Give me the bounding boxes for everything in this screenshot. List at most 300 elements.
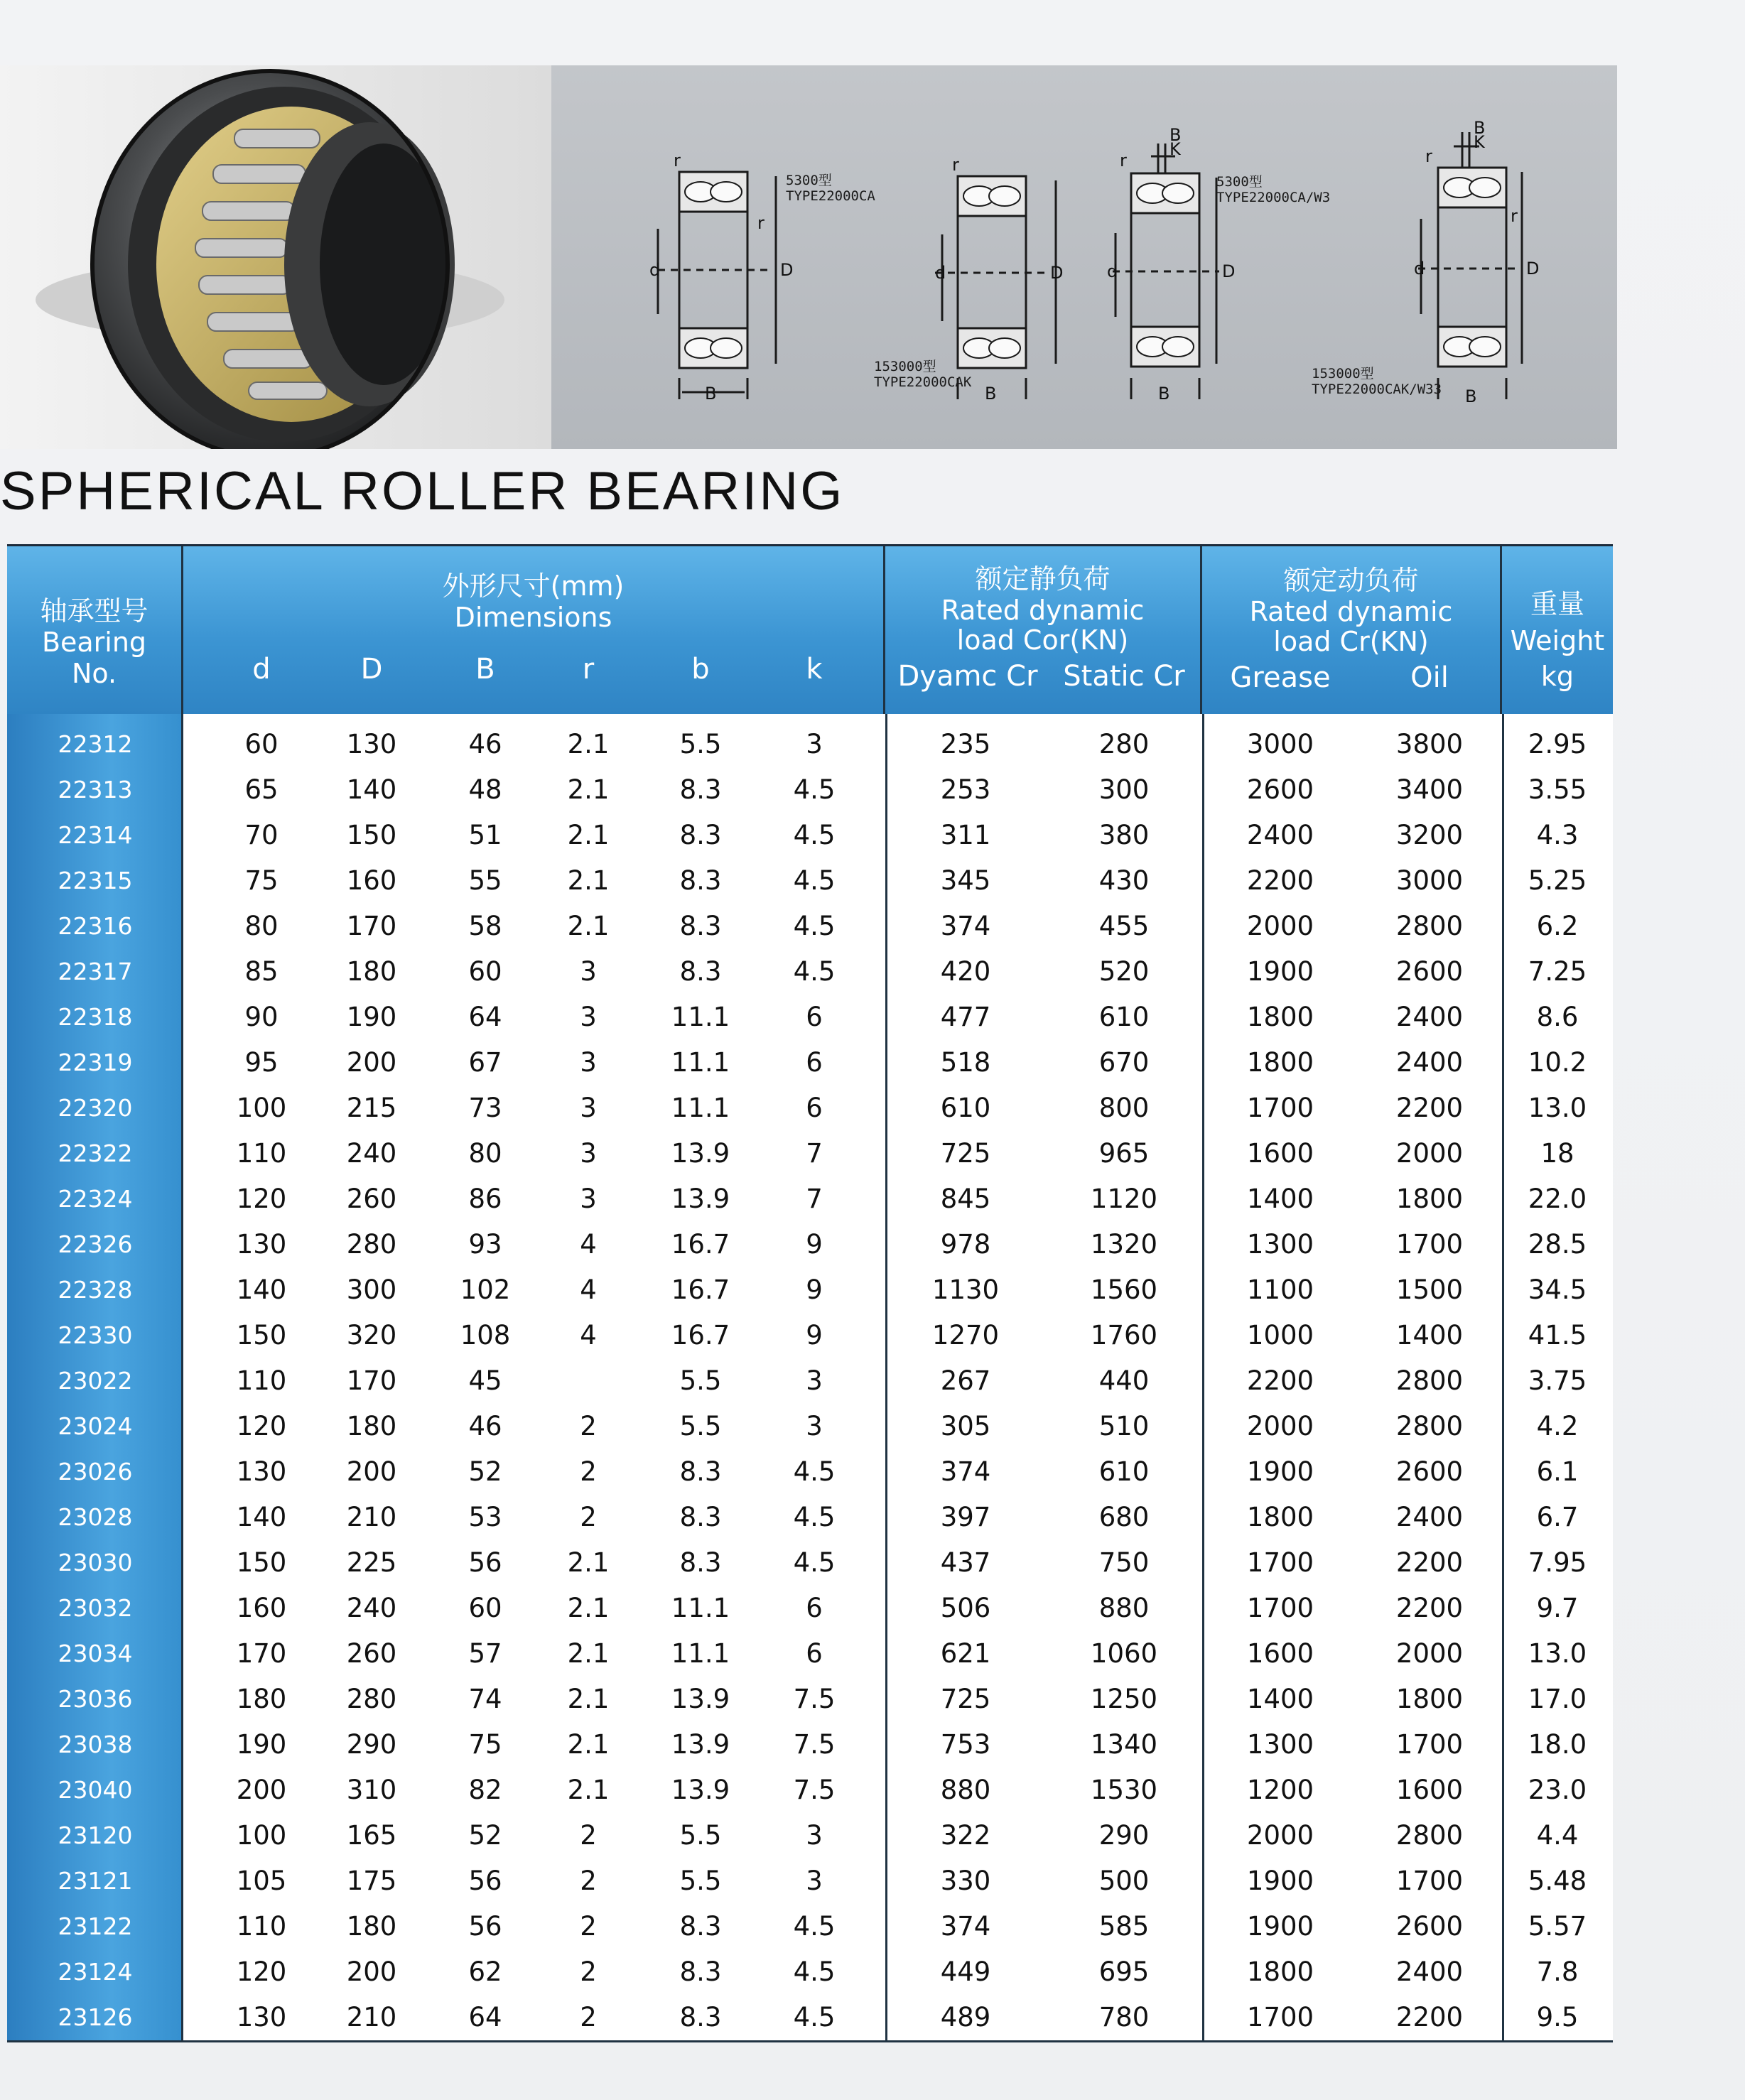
cell-weight: 2.95 bbox=[1528, 729, 1587, 759]
cell-static-cr: 1120 bbox=[1090, 1184, 1158, 1214]
cell-b: 8.3 bbox=[679, 865, 722, 896]
header-static-en2: load Cor(KN) bbox=[956, 624, 1129, 656]
cell-static-cr: 1340 bbox=[1090, 1729, 1158, 1760]
cell-d: 105 bbox=[236, 1866, 287, 1896]
cell-d: 150 bbox=[236, 1320, 287, 1351]
cell-r: 2 bbox=[580, 1411, 597, 1441]
cell-static-cr: 965 bbox=[1098, 1138, 1150, 1169]
cell-d: 130 bbox=[236, 1456, 287, 1487]
cell-oil: 2800 bbox=[1395, 1411, 1464, 1441]
cell-dyamc-cr: 374 bbox=[940, 911, 991, 941]
cell-b: 8.3 bbox=[679, 1956, 722, 1987]
cell-b: 8.3 bbox=[679, 1456, 722, 1487]
diag3-label-D: D bbox=[1222, 261, 1236, 281]
cell-dyamc-cr: 397 bbox=[940, 1502, 991, 1532]
table-row bbox=[7, 813, 1613, 857]
cell-dyamc-cr: 449 bbox=[940, 1956, 991, 1987]
diag3-label-K: K bbox=[1169, 139, 1181, 159]
cell-bearing-no: 22324 bbox=[58, 1185, 133, 1213]
table-row bbox=[7, 1450, 1613, 1494]
cell-r: 2 bbox=[580, 1502, 597, 1532]
header-weight-cn: 重量 bbox=[1530, 588, 1584, 619]
cell-d: 120 bbox=[236, 1411, 287, 1441]
table-row bbox=[7, 1495, 1613, 1539]
diag-label-r: r bbox=[674, 151, 681, 171]
cell-r: 2 bbox=[580, 1911, 597, 1942]
cell-B: 74 bbox=[468, 1684, 502, 1714]
cell-static-cr: 380 bbox=[1098, 820, 1150, 850]
cell-D: 280 bbox=[346, 1229, 397, 1260]
cell-bearing-no: 23024 bbox=[58, 1412, 133, 1440]
table-row bbox=[7, 1404, 1613, 1449]
cell-bearing-no: 22317 bbox=[58, 958, 133, 985]
cell-weight: 4.2 bbox=[1536, 1411, 1579, 1441]
cell-oil: 1600 bbox=[1395, 1775, 1464, 1805]
cell-weight: 7.25 bbox=[1528, 956, 1587, 987]
diag4-label-Bb: B bbox=[1465, 386, 1477, 406]
diag2-type-cn: 153000型 bbox=[874, 359, 936, 374]
cell-static-cr: 440 bbox=[1098, 1365, 1150, 1396]
header-weight-unit: kg bbox=[1540, 661, 1574, 692]
cell-r: 3 bbox=[580, 1047, 597, 1078]
cell-bearing-no: 23121 bbox=[58, 1867, 133, 1895]
table-bottom-rule bbox=[7, 2040, 1613, 2042]
cell-static-cr: 750 bbox=[1098, 1547, 1150, 1578]
cell-B: 60 bbox=[468, 956, 502, 987]
cell-k: 6 bbox=[806, 1593, 823, 1623]
cell-k: 7 bbox=[806, 1184, 823, 1214]
cell-static-cr: 1530 bbox=[1090, 1775, 1158, 1805]
cell-dyamc-cr: 437 bbox=[940, 1547, 991, 1578]
table-row bbox=[7, 1132, 1613, 1176]
diag3-label-B: B bbox=[1169, 125, 1182, 145]
cell-r: 3 bbox=[580, 1093, 597, 1123]
cell-dyamc-cr: 506 bbox=[940, 1593, 991, 1623]
cell-grease: 1800 bbox=[1246, 1047, 1314, 1078]
header-dynamic-en1: Rated dynamic bbox=[1249, 596, 1453, 627]
cell-B: 51 bbox=[468, 820, 502, 850]
cell-oil: 2200 bbox=[1395, 1547, 1464, 1578]
cell-r: 2 bbox=[580, 1866, 597, 1896]
cell-d: 180 bbox=[236, 1684, 287, 1714]
header-dimensions-cn: 外形尺寸(mm) bbox=[442, 570, 625, 602]
cell-weight: 18 bbox=[1540, 1138, 1574, 1169]
cell-r bbox=[546, 1359, 631, 1403]
cell-B: 58 bbox=[468, 911, 502, 941]
cell-k: 3 bbox=[806, 1820, 823, 1851]
cell-r: 2.1 bbox=[567, 1593, 610, 1623]
cell-D: 200 bbox=[346, 1456, 397, 1487]
cell-k: 3 bbox=[806, 1365, 823, 1396]
cell-d: 170 bbox=[236, 1638, 287, 1669]
cell-k: 4.5 bbox=[793, 2002, 836, 2033]
cell-r: 2 bbox=[580, 2002, 597, 2033]
cell-weight: 9.5 bbox=[1536, 2002, 1579, 2033]
cell-d: 110 bbox=[236, 1138, 287, 1169]
cell-B: 67 bbox=[468, 1047, 502, 1078]
cell-dyamc-cr: 753 bbox=[940, 1729, 991, 1760]
table-row bbox=[7, 1859, 1613, 1903]
cell-r: 2.1 bbox=[567, 865, 610, 896]
cell-static-cr: 500 bbox=[1098, 1866, 1150, 1896]
cell-oil: 1700 bbox=[1395, 1866, 1464, 1896]
cell-bearing-no: 22322 bbox=[58, 1140, 133, 1167]
cell-bearing-no: 23034 bbox=[58, 1640, 133, 1667]
cell-dyamc-cr: 374 bbox=[940, 1911, 991, 1942]
diag-label-D: D bbox=[780, 260, 794, 280]
table-row bbox=[7, 1541, 1613, 1585]
cell-static-cr: 290 bbox=[1098, 1820, 1150, 1851]
cell-d: 130 bbox=[236, 2002, 287, 2033]
cell-B: 56 bbox=[468, 1866, 502, 1896]
cell-b: 13.9 bbox=[671, 1184, 730, 1214]
cell-weight: 3.55 bbox=[1528, 774, 1587, 805]
cell-b: 16.7 bbox=[671, 1274, 730, 1305]
header-bearing-no-en2: No. bbox=[71, 658, 117, 689]
cell-grease: 1800 bbox=[1246, 1956, 1314, 1987]
cell-oil: 2200 bbox=[1395, 2002, 1464, 2033]
cell-B: 57 bbox=[468, 1638, 502, 1669]
cell-D: 320 bbox=[346, 1320, 397, 1351]
diag3-label-d: d bbox=[1107, 261, 1118, 281]
cell-weight: 6.7 bbox=[1536, 1502, 1579, 1532]
cell-grease: 1400 bbox=[1246, 1184, 1314, 1214]
cell-k: 7.5 bbox=[793, 1775, 836, 1805]
cell-d: 110 bbox=[236, 1365, 287, 1396]
cell-static-cr: 1560 bbox=[1090, 1274, 1158, 1305]
cell-oil: 2600 bbox=[1395, 1456, 1464, 1487]
table-row bbox=[7, 995, 1613, 1039]
header-col-b: b bbox=[691, 653, 710, 686]
cell-weight: 6.2 bbox=[1536, 911, 1579, 941]
cell-k: 6 bbox=[806, 1093, 823, 1123]
cell-k: 4.5 bbox=[793, 774, 836, 805]
cell-static-cr: 610 bbox=[1098, 1002, 1150, 1032]
cell-d: 100 bbox=[236, 1093, 287, 1123]
cell-grease: 1700 bbox=[1246, 1547, 1314, 1578]
cell-dyamc-cr: 489 bbox=[940, 2002, 991, 2033]
cell-D: 225 bbox=[346, 1547, 397, 1578]
cell-bearing-no: 23038 bbox=[58, 1731, 133, 1758]
diag-label-d: d bbox=[649, 260, 661, 280]
diag3-type-cn: 5300型 bbox=[1216, 174, 1263, 190]
cell-weight: 13.0 bbox=[1528, 1093, 1587, 1123]
cell-static-cr: 610 bbox=[1098, 1456, 1150, 1487]
diag-type-cn: 5300型 bbox=[786, 173, 832, 188]
cell-dyamc-cr: 330 bbox=[940, 1866, 991, 1896]
header-static-load bbox=[885, 546, 1202, 714]
cell-B: 56 bbox=[468, 1547, 502, 1578]
table-row bbox=[7, 1723, 1613, 1767]
cell-bearing-no: 23120 bbox=[58, 1822, 133, 1849]
diag4-label-r: r bbox=[1425, 146, 1432, 166]
cell-D: 170 bbox=[346, 1365, 397, 1396]
header-dimensions bbox=[183, 546, 885, 714]
cell-k: 9 bbox=[806, 1320, 823, 1351]
cell-k: 4.5 bbox=[793, 1502, 836, 1532]
diag2-type-en: TYPE22000CAK bbox=[874, 374, 972, 390]
diag4-label-r2: r bbox=[1511, 206, 1518, 226]
cell-d: 160 bbox=[236, 1593, 287, 1623]
cell-r: 4 bbox=[580, 1274, 597, 1305]
cell-grease: 1800 bbox=[1246, 1502, 1314, 1532]
cell-B: 60 bbox=[468, 1593, 502, 1623]
cell-grease: 1600 bbox=[1246, 1638, 1314, 1669]
cell-k: 4.5 bbox=[793, 1911, 836, 1942]
cell-r: 2.1 bbox=[567, 820, 610, 850]
cell-oil: 2000 bbox=[1395, 1638, 1464, 1669]
cell-B: 55 bbox=[468, 865, 502, 896]
cell-grease: 1100 bbox=[1246, 1274, 1314, 1305]
cell-weight: 3.75 bbox=[1528, 1365, 1587, 1396]
cell-D: 180 bbox=[346, 1911, 397, 1942]
cell-static-cr: 300 bbox=[1098, 774, 1150, 805]
cell-D: 240 bbox=[346, 1138, 397, 1169]
cell-static-cr: 1760 bbox=[1090, 1320, 1158, 1351]
cell-r: 2.1 bbox=[567, 1729, 610, 1760]
cell-b: 8.3 bbox=[679, 1911, 722, 1942]
header-weight bbox=[1502, 546, 1613, 714]
table-row bbox=[7, 1905, 1613, 1949]
cell-k: 6 bbox=[806, 1638, 823, 1669]
cell-weight: 7.95 bbox=[1528, 1547, 1587, 1578]
cell-k: 3 bbox=[806, 729, 823, 759]
cell-weight: 4.4 bbox=[1536, 1820, 1579, 1851]
cell-oil: 2400 bbox=[1395, 1047, 1464, 1078]
cell-k: 9 bbox=[806, 1274, 823, 1305]
cell-static-cr: 880 bbox=[1098, 1593, 1150, 1623]
cell-bearing-no: 22315 bbox=[58, 867, 133, 894]
cell-weight: 34.5 bbox=[1528, 1274, 1587, 1305]
cell-B: 82 bbox=[468, 1775, 502, 1805]
cell-b: 8.3 bbox=[679, 820, 722, 850]
cell-B: 48 bbox=[468, 774, 502, 805]
cell-r: 3 bbox=[580, 1002, 597, 1032]
cell-weight: 17.0 bbox=[1528, 1684, 1587, 1714]
cell-static-cr: 1250 bbox=[1090, 1684, 1158, 1714]
cell-weight: 8.6 bbox=[1536, 1002, 1579, 1032]
cell-B: 46 bbox=[468, 1411, 502, 1441]
cell-bearing-no: 23022 bbox=[58, 1367, 133, 1395]
cell-static-cr: 695 bbox=[1098, 1956, 1150, 1987]
cell-grease: 2600 bbox=[1246, 774, 1314, 805]
diag-type-en: TYPE22000CA bbox=[786, 188, 875, 204]
cell-b: 11.1 bbox=[671, 1093, 730, 1123]
cell-grease: 2000 bbox=[1246, 1820, 1314, 1851]
diag2-label-D: D bbox=[1050, 263, 1064, 283]
cell-d: 110 bbox=[236, 1911, 287, 1942]
cell-d: 70 bbox=[244, 820, 279, 850]
cell-k: 7.5 bbox=[793, 1684, 836, 1714]
cell-dyamc-cr: 305 bbox=[940, 1411, 991, 1441]
cell-r: 2 bbox=[580, 1820, 597, 1851]
cell-d: 85 bbox=[244, 956, 279, 987]
cell-b: 8.3 bbox=[679, 1502, 722, 1532]
header-col-B: B bbox=[475, 653, 495, 686]
cell-grease: 2400 bbox=[1246, 820, 1314, 850]
header-col-D: D bbox=[360, 653, 383, 686]
cell-oil: 1800 bbox=[1395, 1184, 1464, 1214]
cell-oil: 2400 bbox=[1395, 1502, 1464, 1532]
cell-D: 170 bbox=[346, 911, 397, 941]
cell-k: 6 bbox=[806, 1047, 823, 1078]
cell-grease: 2200 bbox=[1246, 865, 1314, 896]
diag4-type-cn: 153000型 bbox=[1312, 366, 1374, 381]
cell-dyamc-cr: 978 bbox=[940, 1229, 991, 1260]
cell-r: 4 bbox=[580, 1229, 597, 1260]
cell-d: 90 bbox=[244, 1002, 279, 1032]
header-static-en1: Rated dynamic bbox=[941, 595, 1145, 626]
cell-bearing-no: 23040 bbox=[58, 1776, 133, 1804]
diag3-label-r: r bbox=[1120, 151, 1127, 171]
cell-b: 8.3 bbox=[679, 1547, 722, 1578]
diag2-label-B: B bbox=[985, 384, 997, 404]
table-row bbox=[7, 1268, 1613, 1312]
diagram-type-22000cak-w33 bbox=[1304, 115, 1574, 428]
cell-d: 140 bbox=[236, 1274, 287, 1305]
banner bbox=[0, 65, 1617, 449]
table-row bbox=[7, 1814, 1613, 1858]
diag4-label-B: B bbox=[1474, 118, 1486, 138]
cell-D: 240 bbox=[346, 1593, 397, 1623]
cell-bearing-no: 22313 bbox=[58, 776, 133, 803]
cell-B: 45 bbox=[468, 1365, 502, 1396]
cell-weight: 5.25 bbox=[1528, 865, 1587, 896]
cell-dyamc-cr: 621 bbox=[940, 1638, 991, 1669]
cell-bearing-no: 22328 bbox=[58, 1276, 133, 1304]
cell-r: 2.1 bbox=[567, 911, 610, 941]
cell-B: 64 bbox=[468, 1002, 502, 1032]
cell-b: 8.3 bbox=[679, 2002, 722, 2033]
cell-oil: 1500 bbox=[1395, 1274, 1464, 1305]
cell-k: 9 bbox=[806, 1229, 823, 1260]
cell-d: 140 bbox=[236, 1502, 287, 1532]
cell-d: 60 bbox=[244, 729, 279, 759]
cell-oil: 2800 bbox=[1395, 1820, 1464, 1851]
cell-r: 2 bbox=[580, 1956, 597, 1987]
cell-r: 2.1 bbox=[567, 729, 610, 759]
cell-dyamc-cr: 880 bbox=[940, 1775, 991, 1805]
cell-k: 7 bbox=[806, 1138, 823, 1169]
cell-static-cr: 430 bbox=[1098, 865, 1150, 896]
cell-B: 62 bbox=[468, 1956, 502, 1987]
cell-r: 2.1 bbox=[567, 774, 610, 805]
cell-dyamc-cr: 610 bbox=[940, 1093, 991, 1123]
cell-static-cr: 585 bbox=[1098, 1911, 1150, 1942]
cell-b: 5.5 bbox=[679, 729, 722, 759]
cell-dyamc-cr: 253 bbox=[940, 774, 991, 805]
cell-D: 165 bbox=[346, 1820, 397, 1851]
table-row bbox=[7, 1768, 1613, 1812]
cell-static-cr: 1060 bbox=[1090, 1638, 1158, 1669]
cell-d: 75 bbox=[244, 865, 279, 896]
cell-grease: 1900 bbox=[1246, 1866, 1314, 1896]
cell-grease: 1300 bbox=[1246, 1729, 1314, 1760]
cell-B: 56 bbox=[468, 1911, 502, 1942]
cell-dyamc-cr: 845 bbox=[940, 1184, 991, 1214]
cell-b: 16.7 bbox=[671, 1229, 730, 1260]
cell-D: 180 bbox=[346, 1411, 397, 1441]
header-weight-en: Weight bbox=[1510, 625, 1605, 656]
cell-b: 5.5 bbox=[679, 1820, 722, 1851]
bearing-table bbox=[7, 544, 1613, 2042]
cell-d: 200 bbox=[236, 1775, 287, 1805]
cell-grease: 3000 bbox=[1246, 729, 1314, 759]
cell-k: 4.5 bbox=[793, 820, 836, 850]
diag4-type-en: TYPE22000CAK/W33 bbox=[1312, 381, 1442, 397]
cell-grease: 2000 bbox=[1246, 1411, 1314, 1441]
header-col-k: k bbox=[806, 653, 823, 686]
table-row bbox=[7, 1586, 1613, 1630]
cell-weight: 18.0 bbox=[1528, 1729, 1587, 1760]
cell-b: 8.3 bbox=[679, 911, 722, 941]
diagram-type-22000cak bbox=[836, 115, 1106, 428]
cell-oil: 1700 bbox=[1395, 1229, 1464, 1260]
cell-oil: 3400 bbox=[1395, 774, 1464, 805]
cell-r: 2.1 bbox=[567, 1684, 610, 1714]
diag4-label-D: D bbox=[1526, 259, 1540, 278]
cell-d: 150 bbox=[236, 1547, 287, 1578]
cell-D: 200 bbox=[346, 1047, 397, 1078]
cell-k: 4.5 bbox=[793, 1547, 836, 1578]
cell-static-cr: 800 bbox=[1098, 1093, 1150, 1123]
cell-weight: 10.2 bbox=[1528, 1047, 1587, 1078]
cell-d: 100 bbox=[236, 1820, 287, 1851]
table-row bbox=[7, 1314, 1613, 1358]
cell-D: 140 bbox=[346, 774, 397, 805]
cell-grease: 2000 bbox=[1246, 911, 1314, 941]
table-row bbox=[7, 1223, 1613, 1267]
cell-weight: 28.5 bbox=[1528, 1229, 1587, 1260]
cell-dyamc-cr: 345 bbox=[940, 865, 991, 896]
header-col-r: r bbox=[582, 653, 595, 686]
cell-bearing-no: 22312 bbox=[58, 730, 133, 758]
table-row bbox=[7, 722, 1613, 767]
cell-oil: 2600 bbox=[1395, 1911, 1464, 1942]
cell-bearing-no: 22316 bbox=[58, 912, 133, 940]
cell-grease: 1400 bbox=[1246, 1684, 1314, 1714]
cell-oil: 2200 bbox=[1395, 1093, 1464, 1123]
table-row bbox=[7, 859, 1613, 903]
table-row bbox=[7, 950, 1613, 994]
cell-bearing-no: 23126 bbox=[58, 2003, 133, 2031]
cell-static-cr: 520 bbox=[1098, 956, 1150, 987]
diag-label-r2: r bbox=[757, 213, 765, 233]
cell-D: 130 bbox=[346, 729, 397, 759]
cell-bearing-no: 23036 bbox=[58, 1685, 133, 1713]
table-row bbox=[7, 1677, 1613, 1721]
cell-b: 11.1 bbox=[671, 1002, 730, 1032]
cell-dyamc-cr: 322 bbox=[940, 1820, 991, 1851]
header-dynamic-load bbox=[1202, 546, 1502, 714]
bearing-photo bbox=[0, 65, 551, 449]
diag2-label-r: r bbox=[952, 155, 959, 175]
cell-oil: 1800 bbox=[1395, 1684, 1464, 1714]
cell-static-cr: 280 bbox=[1098, 729, 1150, 759]
table-body bbox=[7, 714, 1613, 2042]
header-bearing-no-en1: Bearing bbox=[41, 627, 147, 658]
cell-dyamc-cr: 420 bbox=[940, 956, 991, 987]
cell-oil: 2800 bbox=[1395, 1365, 1464, 1396]
cell-b: 13.9 bbox=[671, 1775, 730, 1805]
cell-B: 53 bbox=[468, 1502, 502, 1532]
cell-r: 4 bbox=[580, 1320, 597, 1351]
cell-b: 11.1 bbox=[671, 1047, 730, 1078]
cell-bearing-no: 23028 bbox=[58, 1503, 133, 1531]
cell-B: 102 bbox=[460, 1274, 511, 1305]
cell-D: 260 bbox=[346, 1184, 397, 1214]
cell-oil: 2400 bbox=[1395, 1956, 1464, 1987]
